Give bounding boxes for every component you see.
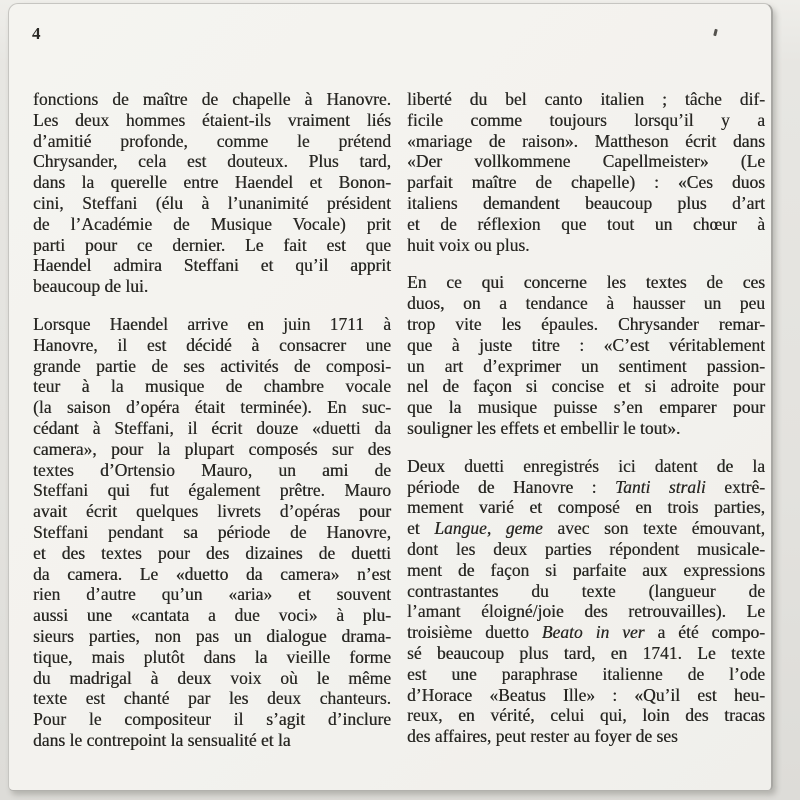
text-line bbox=[33, 709, 391, 730]
text-line bbox=[407, 356, 765, 377]
text-line bbox=[33, 584, 391, 605]
text-line bbox=[33, 668, 391, 689]
text-segment: troisième duetto bbox=[407, 622, 542, 643]
text-segment: et des textes pour des dizaines de duetti bbox=[33, 542, 391, 563]
text-segment: huit voix ou plus. bbox=[407, 234, 530, 255]
text-line bbox=[33, 172, 391, 193]
text-segment: que à juste titre : «C’est véritablement bbox=[407, 334, 765, 355]
text-segment: un art d’exprimer un sentiment passion- bbox=[407, 355, 765, 376]
paragraph bbox=[407, 456, 765, 747]
text-segment: grande partie de ses activités de composi- bbox=[33, 355, 391, 376]
text-segment: des affaires, peut rester au foyer de ses bbox=[407, 726, 678, 747]
text-line bbox=[33, 314, 391, 335]
text-segment: contrastantes du texte (langueur de bbox=[407, 580, 765, 601]
text-line bbox=[33, 480, 391, 501]
text-line bbox=[407, 397, 765, 418]
text-segment: du madrigal à deux voix où le même bbox=[33, 667, 391, 688]
text-segment: ficile comme toujours lorsqu’il y a bbox=[407, 109, 765, 130]
text-line bbox=[407, 539, 765, 560]
text-line bbox=[407, 705, 765, 726]
text-line bbox=[407, 456, 765, 477]
paragraph bbox=[33, 89, 391, 297]
text-segment: ment de façon si parfaite aux expressions bbox=[407, 559, 765, 580]
text-line bbox=[407, 376, 765, 397]
text-segment: parfait maître de chapelle) : «Ces duos bbox=[407, 172, 765, 193]
text-segment: avait écrit quelques livrets d’opéras pour bbox=[33, 501, 391, 522]
text-segment: textes d’Ortensio Mauro, un ami de bbox=[33, 459, 391, 480]
text-line bbox=[33, 255, 391, 276]
text-line bbox=[407, 272, 765, 293]
text-line bbox=[33, 647, 391, 668]
text-line bbox=[407, 643, 765, 664]
italic-text-segment: Langue, geme bbox=[434, 518, 543, 539]
text-segment: cédant à Steffani, il écrit douze «duetti da bbox=[33, 417, 391, 438]
text-segment: extrê- bbox=[705, 476, 765, 497]
text-segment: teur à la musique de chambre vocale bbox=[33, 376, 391, 397]
text-segment: «mariage de raison». Mattheson écrit dans bbox=[407, 130, 765, 151]
text-line bbox=[407, 314, 765, 335]
text-line bbox=[33, 151, 391, 172]
text-line bbox=[407, 214, 765, 235]
italic-text-segment: Beato in ver bbox=[541, 622, 645, 643]
text-segment: trop vite les épaules. Chrysander remar- bbox=[407, 313, 765, 334]
text-segment: et de réflexion que tout un chœur à bbox=[407, 213, 765, 234]
text-segment: d’amitié profonde, comme le prétend bbox=[33, 130, 391, 151]
text-line bbox=[407, 518, 765, 539]
text-line bbox=[33, 605, 391, 626]
text-line bbox=[33, 418, 391, 439]
text-line bbox=[33, 460, 391, 481]
text-segment: l’amant éloigné/joie des retrouvailles). Le bbox=[407, 601, 765, 622]
text-segment: a été compo- bbox=[644, 622, 766, 643]
text-line bbox=[33, 730, 391, 751]
text-segment: Steffani pendant sa période de Hanovre, bbox=[33, 521, 391, 542]
text-line bbox=[407, 560, 765, 581]
text-line bbox=[407, 581, 765, 602]
text-line bbox=[407, 193, 765, 214]
text-segment: dans la querelle entre Haendel et Bonon- bbox=[33, 172, 391, 193]
text-segment: Hanovre, il est décidé à consacrer une bbox=[33, 334, 391, 355]
text-segment: «Der vollkommene Capellmeister» (Le bbox=[407, 151, 765, 172]
text-segment: aussi une «cantata a due voci» à plu- bbox=[33, 605, 391, 626]
text-segment: liberté du bel canto italien ; tâche dif- bbox=[407, 89, 765, 109]
text-line bbox=[33, 235, 391, 256]
text-segment: Pour le compositeur il s’agit d’inclure bbox=[33, 709, 391, 730]
text-line bbox=[33, 131, 391, 152]
text-line bbox=[33, 89, 391, 110]
paragraph bbox=[407, 272, 765, 438]
text-segment: parti pour ce dernier. Le fait est que bbox=[33, 234, 391, 255]
text-line bbox=[33, 335, 391, 356]
text-line bbox=[33, 522, 391, 543]
text-line bbox=[407, 622, 765, 643]
text-segment: dont les deux parties répondent musicale- bbox=[407, 538, 765, 559]
text-line bbox=[33, 397, 391, 418]
text-segment: sieurs parties, non pas un dialogue drama- bbox=[33, 625, 391, 646]
text-line bbox=[407, 172, 765, 193]
text-segment: rien d’autre qu’un «aria» et souvent bbox=[33, 584, 391, 605]
text-line bbox=[407, 151, 765, 172]
text-columns bbox=[33, 89, 765, 751]
text-column-left bbox=[33, 89, 391, 751]
paragraph bbox=[407, 89, 765, 255]
text-line bbox=[33, 439, 391, 460]
text-segment: Lorsque Haendel arrive en juin 1711 à bbox=[33, 313, 391, 334]
text-segment: Chrysander, cela est douteux. Plus tard, bbox=[33, 151, 391, 172]
text-segment: que la musique puisse s’en emparer pour bbox=[407, 397, 765, 418]
text-line bbox=[33, 626, 391, 647]
text-segment: Les deux hommes étaient-ils vraiment liés bbox=[33, 109, 391, 130]
text-segment: beaucoup de lui. bbox=[33, 276, 149, 297]
italic-text-segment: Tanti strali bbox=[614, 476, 706, 497]
text-segment: sé beaucoup plus tard, en 1741. Le texte bbox=[407, 642, 765, 663]
text-line bbox=[33, 356, 391, 377]
text-segment: souligner les effets et embellir le tout». bbox=[407, 417, 681, 438]
ink-speck bbox=[713, 29, 718, 37]
text-segment: texte est chanté par les deux chanteurs. bbox=[33, 688, 391, 709]
text-column-right bbox=[407, 89, 765, 751]
text-segment: Steffani qui fut également prêtre. Mauro bbox=[33, 480, 391, 501]
text-segment: camera», pour la plupart composés sur des bbox=[33, 438, 391, 459]
text-segment: Haendel admira Steffani et qu’il apprit bbox=[33, 255, 391, 276]
text-line bbox=[407, 664, 765, 685]
booklet-page bbox=[8, 3, 773, 791]
text-line bbox=[33, 543, 391, 564]
text-segment: de l’Académie de Musique Vocale) prit bbox=[33, 213, 391, 234]
text-segment: fonctions de maître de chapelle à Hanovre. bbox=[33, 89, 391, 109]
text-segment: italiens demandent beaucoup plus d’art bbox=[407, 192, 765, 213]
text-line bbox=[407, 418, 765, 439]
text-line bbox=[33, 214, 391, 235]
text-line bbox=[407, 293, 765, 314]
text-segment: Deux duetti enregistrés ici datent de la bbox=[407, 455, 765, 476]
text-segment: d’Horace «Beatus Ille» : «Qu’il est heu- bbox=[407, 684, 765, 705]
text-line bbox=[407, 235, 765, 256]
text-segment: et bbox=[407, 518, 435, 539]
text-segment: (la saison d’opéra était terminée). En suc- bbox=[33, 397, 391, 418]
text-line bbox=[407, 335, 765, 356]
paragraph bbox=[33, 314, 391, 751]
text-segment: tique, mais plutôt dans la vieille forme bbox=[33, 646, 391, 667]
text-line bbox=[33, 564, 391, 585]
text-segment: cini, Steffani (élu à l’unanimité président bbox=[33, 192, 391, 213]
text-line bbox=[33, 276, 391, 297]
text-line bbox=[33, 376, 391, 397]
text-segment: période de Hanovre : bbox=[407, 476, 615, 497]
text-segment: duos, on a tendance à hausser un peu bbox=[407, 293, 765, 314]
text-line bbox=[407, 497, 765, 518]
text-line bbox=[407, 601, 765, 622]
page-number: 4 bbox=[32, 24, 41, 43]
text-segment: dans le contrepoint la sensualité et la bbox=[33, 729, 291, 750]
text-line bbox=[407, 477, 765, 498]
text-line bbox=[33, 110, 391, 131]
text-line bbox=[33, 688, 391, 709]
text-segment: nel de façon si concise et si adroite pour bbox=[407, 376, 765, 397]
text-segment: mement varié et composé en trois parties, bbox=[407, 497, 765, 518]
text-line bbox=[33, 193, 391, 214]
text-line bbox=[33, 501, 391, 522]
text-segment: reux, en vérité, celui qui, loin des tracas bbox=[407, 705, 765, 726]
text-segment: En ce qui concerne les textes de ces bbox=[407, 272, 765, 293]
text-segment: da camera. Le «duetto da camera» n’est bbox=[33, 563, 391, 584]
text-segment: avec son texte émouvant, bbox=[542, 518, 765, 539]
text-line bbox=[407, 89, 765, 110]
text-line bbox=[407, 110, 765, 131]
text-line bbox=[407, 685, 765, 706]
text-line bbox=[407, 726, 765, 747]
text-line bbox=[407, 131, 765, 152]
text-segment: est une paraphrase italienne de l’ode bbox=[407, 663, 765, 684]
